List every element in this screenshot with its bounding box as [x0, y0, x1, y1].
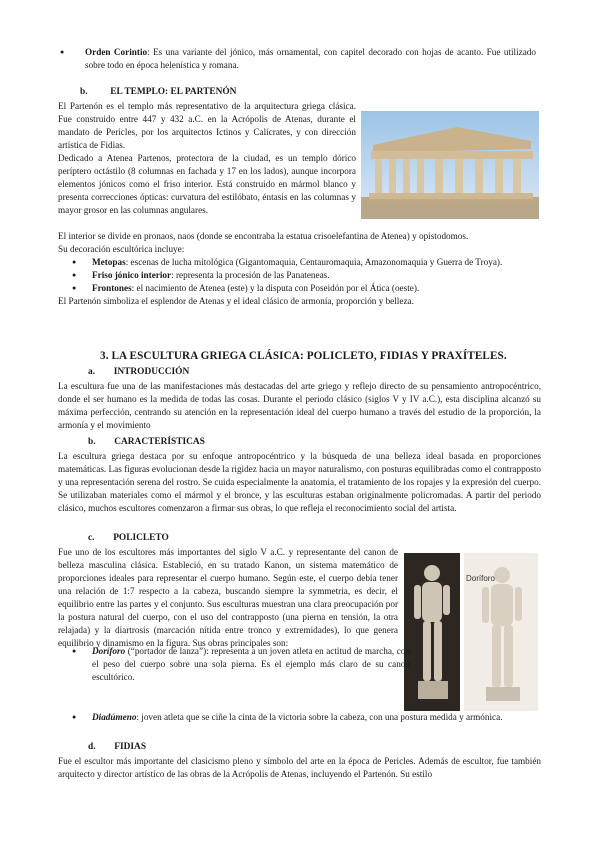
policleto-paragraph: Fue uno de los escultores más importantes del siglo V a.C. y representante del canon de belleza masculina clásica. Estableció, en su tratado Kanon, un sistema matemático de proporciones ideales para representar el cuerpo humano. Según este, el cuerpo debía tener una relación de 1:7 respecto a la cabeza, buscando siempre la symmetria, es decir, el equilibrio entre las partes y el conjunto. Sus esculturas muestran una clara preocupación por la postura natural del cuerpo, con el uso del contrapposto (una pierna en tensión, la otra relajada) y la diartrosis (marcación nítida entre tronco y extremidades), lo que genera equilibrio y dinamismo en la figura. Sus obras principales son:	[58, 547, 398, 648]
list-item	[70, 282, 548, 295]
fidias-paragraph: Fue el escultor más importante del clasicismo pleno y símbolo del arte en la época de Pericles. Además de escultor, fue también arquitecto y director artístico de las obras de la Acrópolis de Atenas, incluyendo el Partenón. Su estilo	[58, 756, 541, 779]
subheading-title: EL TEMPLO: EL PARTENÓN	[110, 87, 237, 97]
bullet-text: : representa la procesión de las Panateneas.	[171, 270, 330, 280]
bullet-label: Diadúmeno	[92, 712, 137, 722]
partenon-body	[58, 230, 548, 308]
subheading-partenon	[80, 86, 236, 99]
list-item	[70, 256, 548, 269]
bullet-label: Friso jónico interior	[92, 270, 172, 280]
section-heading: 3. LA ESCULTURA GRIEGA CLÁSICA: POLICLETO, FIDIAS Y PRAXÍTELES.	[100, 350, 507, 362]
paragraph: Su decoración escultórica incluye:	[58, 244, 185, 254]
subheading-letter: c.	[88, 533, 95, 543]
subheading-fidias	[88, 741, 146, 754]
bullet-text: : Es una variante del jónico, más ornamental, con capitel decorado con hojas de acanto. Fue utilizado sobre todo en época helenística y romana.	[85, 47, 536, 70]
subheading-title: FIDIAS	[114, 742, 147, 752]
bullet-text: (“portador de lanza”): representa a un joven atleta en actitud de marcha, con el peso del cuerpo sobre una sola pierna. Es el ejemplo más claro de su canon escultórico.	[92, 646, 410, 682]
doriforo-image	[404, 553, 538, 711]
paragraph: El interior se divide en pronaos, naos (donde se encontraba la estatua crisoelefantina de Atenea) y opistodomos.	[58, 231, 469, 241]
list-item	[70, 645, 410, 684]
subheading-intro	[88, 366, 189, 379]
policleto-bullets	[58, 645, 410, 684]
subheading-letter: d.	[88, 742, 96, 752]
paragraph: El Partenón es el templo más representativo de la arquitectura griega clásica. Fue construido entre 447 y 432 a.C. en la Acrópolis de Atenas, durante el mandato de Pericles, por los arquitectos Ictinos y Calícrates, y con dirección artística de Fidias.	[58, 101, 356, 150]
bullet-text: : el nacimiento de Atenea (este) y la disputa con Poseidón por el Ática (oeste).	[131, 283, 420, 293]
subheading-title: POLICLETO	[113, 533, 169, 543]
image-caption: Doríforo	[466, 574, 495, 583]
list-item	[58, 46, 536, 72]
policleto-bullets-2	[58, 711, 553, 724]
subheading-letter: b.	[88, 437, 96, 447]
caracteristicas-paragraph: La escultura griega destaca por su enfoque antropocéntrico y la búsqueda de una belleza ideal basada en proporciones matemáticas. Las figuras evolucionan desde la rigidez hacia un mayor naturalismo, con posturas equilibradas como el contrapposto y una representación serena del rostro. Se cuida especialmente la anatomía, el tratamiento de los ropajes y la expresión del cuerpo. Se utilizaban materiales como el mármol y el bronce, y las esculturas estaban originalmente policromadas. A partir del periodo clásico, muchos escultores comenzaron a firmar sus obras, lo que refleja el reconocimiento social del artista.	[58, 451, 541, 513]
corintio-bullet	[58, 46, 536, 72]
partenon-intro	[58, 100, 356, 217]
intro-paragraph: La escultura fue una de las manifestaciones más destacadas del arte griego y reflejo directo de su pensamiento antropocéntrico, donde el ser humano es la medida de todas las cosas. Durante el periodo clásico (siglos V y IV a.C.), esta disciplina alcanzó su máxima perfección, centrando su atención en la representación ideal del cuerpo humano a través del estudio de la proporción, la armonía y el movimiento	[58, 381, 541, 430]
subheading-title: CARACTERÍSTICAS	[114, 437, 205, 447]
subheading-policleto	[88, 532, 169, 545]
subheading-letter: a.	[88, 367, 96, 377]
subheading-letter: b.	[80, 87, 88, 97]
bullet-text: : escenas de lucha mitológica (Gigantomaquia, Centauromaquia, Amazonomaquia y Guerra de Troya).	[125, 257, 503, 267]
parthenon-image	[361, 111, 539, 219]
list-item	[70, 269, 548, 282]
subheading-title: INTRODUCCIÓN	[113, 367, 190, 377]
bullet-text: : joven atleta que se ciñe la cinta de la victoria sobre la cabeza, con una postura medida y armónica.	[136, 712, 503, 722]
bullet-label: Metopas	[92, 257, 126, 267]
list-item	[70, 711, 561, 724]
bullet-label: Orden Corintio	[85, 47, 148, 57]
subheading-caracteristicas	[88, 436, 205, 449]
paragraph: El Partenón simboliza el esplendor de Atenas y el ideal clásico de armonía, proporción y belleza.	[58, 296, 414, 306]
bullet-label: Doríforo	[92, 646, 126, 656]
paragraph: Dedicado a Atenea Partenos, protectora de la ciudad, es un templo dórico períptero octástilo (8 columnas en fachada y 17 en los lados), aunque incorpora elementos jónicos como el friso interior. Está construido en mármol blanco y presenta correcciones ópticas: curvatura del estilóbato, éntasis en las columnas y mayor grosor en las columnas angulares.	[58, 153, 356, 215]
bullet-label: Frontones	[92, 283, 132, 293]
